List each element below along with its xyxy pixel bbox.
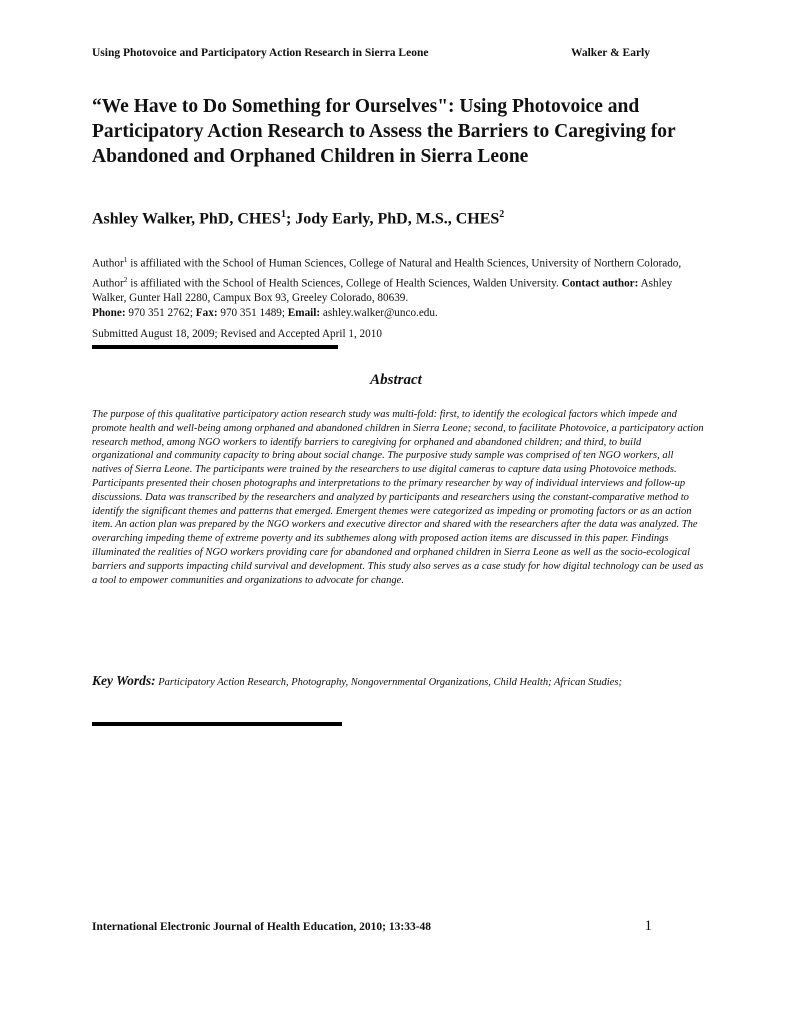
- author-1-sup: 1: [280, 209, 286, 220]
- running-header: [92, 47, 650, 59]
- affil-2-label: Author: [92, 277, 124, 290]
- affil-1-sup: 1: [123, 255, 128, 264]
- author-1-name: Ashley Walker, PhD, CHES: [92, 210, 281, 228]
- affil-2-sup: 2: [123, 274, 128, 284]
- phone-label: Phone:: [92, 307, 126, 320]
- page-footer: [92, 918, 652, 935]
- submission-dates: Submitted August 18, 2009; Revised and Accepted April 1, 2010: [92, 328, 382, 340]
- keywords-label: Key Words:: [92, 673, 156, 688]
- abstract-heading: Abstract: [370, 372, 422, 388]
- keywords-block: [92, 673, 692, 690]
- contact-label: Contact author:: [561, 277, 639, 290]
- abstract-body: The purpose of this qualitative participatory action research study was multi-fold: first, to identify the ecological factors which impede and promote health and well-being among orphaned and abandoned children in Sierra Leone; second, to facilitate Photovoice, a participatory action research method, among NGO workers to identify barriers to caregiving for orphaned and abandoned children; and third, to build organizational and community capacity to bring about social change. The purposive study sample was comprised of ten NGO workers, all natives of Sierra Leone. The participants were trained by the researchers to use digital cameras to capture data using Photovoice methods. Participants presented their chosen photographs and interpretations to the primary researcher by way of individual interviews and follow-up discussions. Data was transcribed by the researchers and analyzed by participants and researchers using the constant-comparative method to identify the significant themes and patterns that emerged. Emergent themes were categorized as impeding or promoting factors or as an action item. An action plan was prepared by the NGO workers and executive director and shared with the researchers after the data was analyzed. The overarching impeding theme of extreme poverty and its subthemes along with proposed action items are discussed in this paper. Findings illuminated the realities of NGO workers providing care for abandoned and orphaned children in Sierra Leone as well as the socio-ecological barriers and supports impacting child survival and development. This study also serves as a case study for how digital technology can be used as a tool to empower communities and organizations to advocate for change.: [92, 409, 704, 586]
- running-authors: Walker & Early: [570, 47, 650, 59]
- email-text: ashley.walker@unco.edu.: [320, 307, 438, 320]
- affil-2-text: is affiliated with the School of Health Sciences, College of Health Sciences, Walden University.: [127, 277, 562, 290]
- author-separator: ;: [285, 210, 296, 228]
- paper-title: “We Have to Do Something for Ourselves": Using Photovoice and Participatory Action Research to Assess the Barriers to Caregiving for Abandoned and Orphaned Children in Sierra Leone: [92, 96, 676, 167]
- divider-rule-top: [92, 345, 338, 349]
- keywords-text: Participatory Action Research, Photography, Nongovernmental Organizations, Child Health; African Studies;: [155, 677, 622, 688]
- email-label: Email:: [287, 307, 321, 320]
- affiliation-block: [92, 252, 692, 321]
- phone-text: 970 351 2762;: [125, 307, 196, 320]
- divider-rule-bottom: [92, 722, 342, 726]
- journal-citation: International Electronic Journal of Health Education, 2010; 13:33-48: [92, 921, 432, 933]
- author-2-name: Jody Early, PhD, M.S., CHES: [295, 210, 500, 228]
- fax-text: 970 351 1489;: [217, 307, 288, 320]
- running-title: Using Photovoice and Participatory Action Research in Sierra Leone: [92, 47, 429, 59]
- fax-label: Fax:: [195, 307, 218, 320]
- affil-1-text: is affiliated with the School of Human Sciences, College of Natural and Health Sciences, University of Northern Colorado,: [127, 257, 682, 270]
- author-2-sup: 2: [499, 209, 505, 220]
- affil-1-label: Author: [92, 257, 124, 270]
- author-line: [92, 209, 692, 228]
- page-number: 1: [644, 918, 652, 934]
- contact-text: Ashley Walker, Gunter Hall 2280, Campux Box 93, Greeley Colorado, 80639.: [92, 277, 673, 305]
